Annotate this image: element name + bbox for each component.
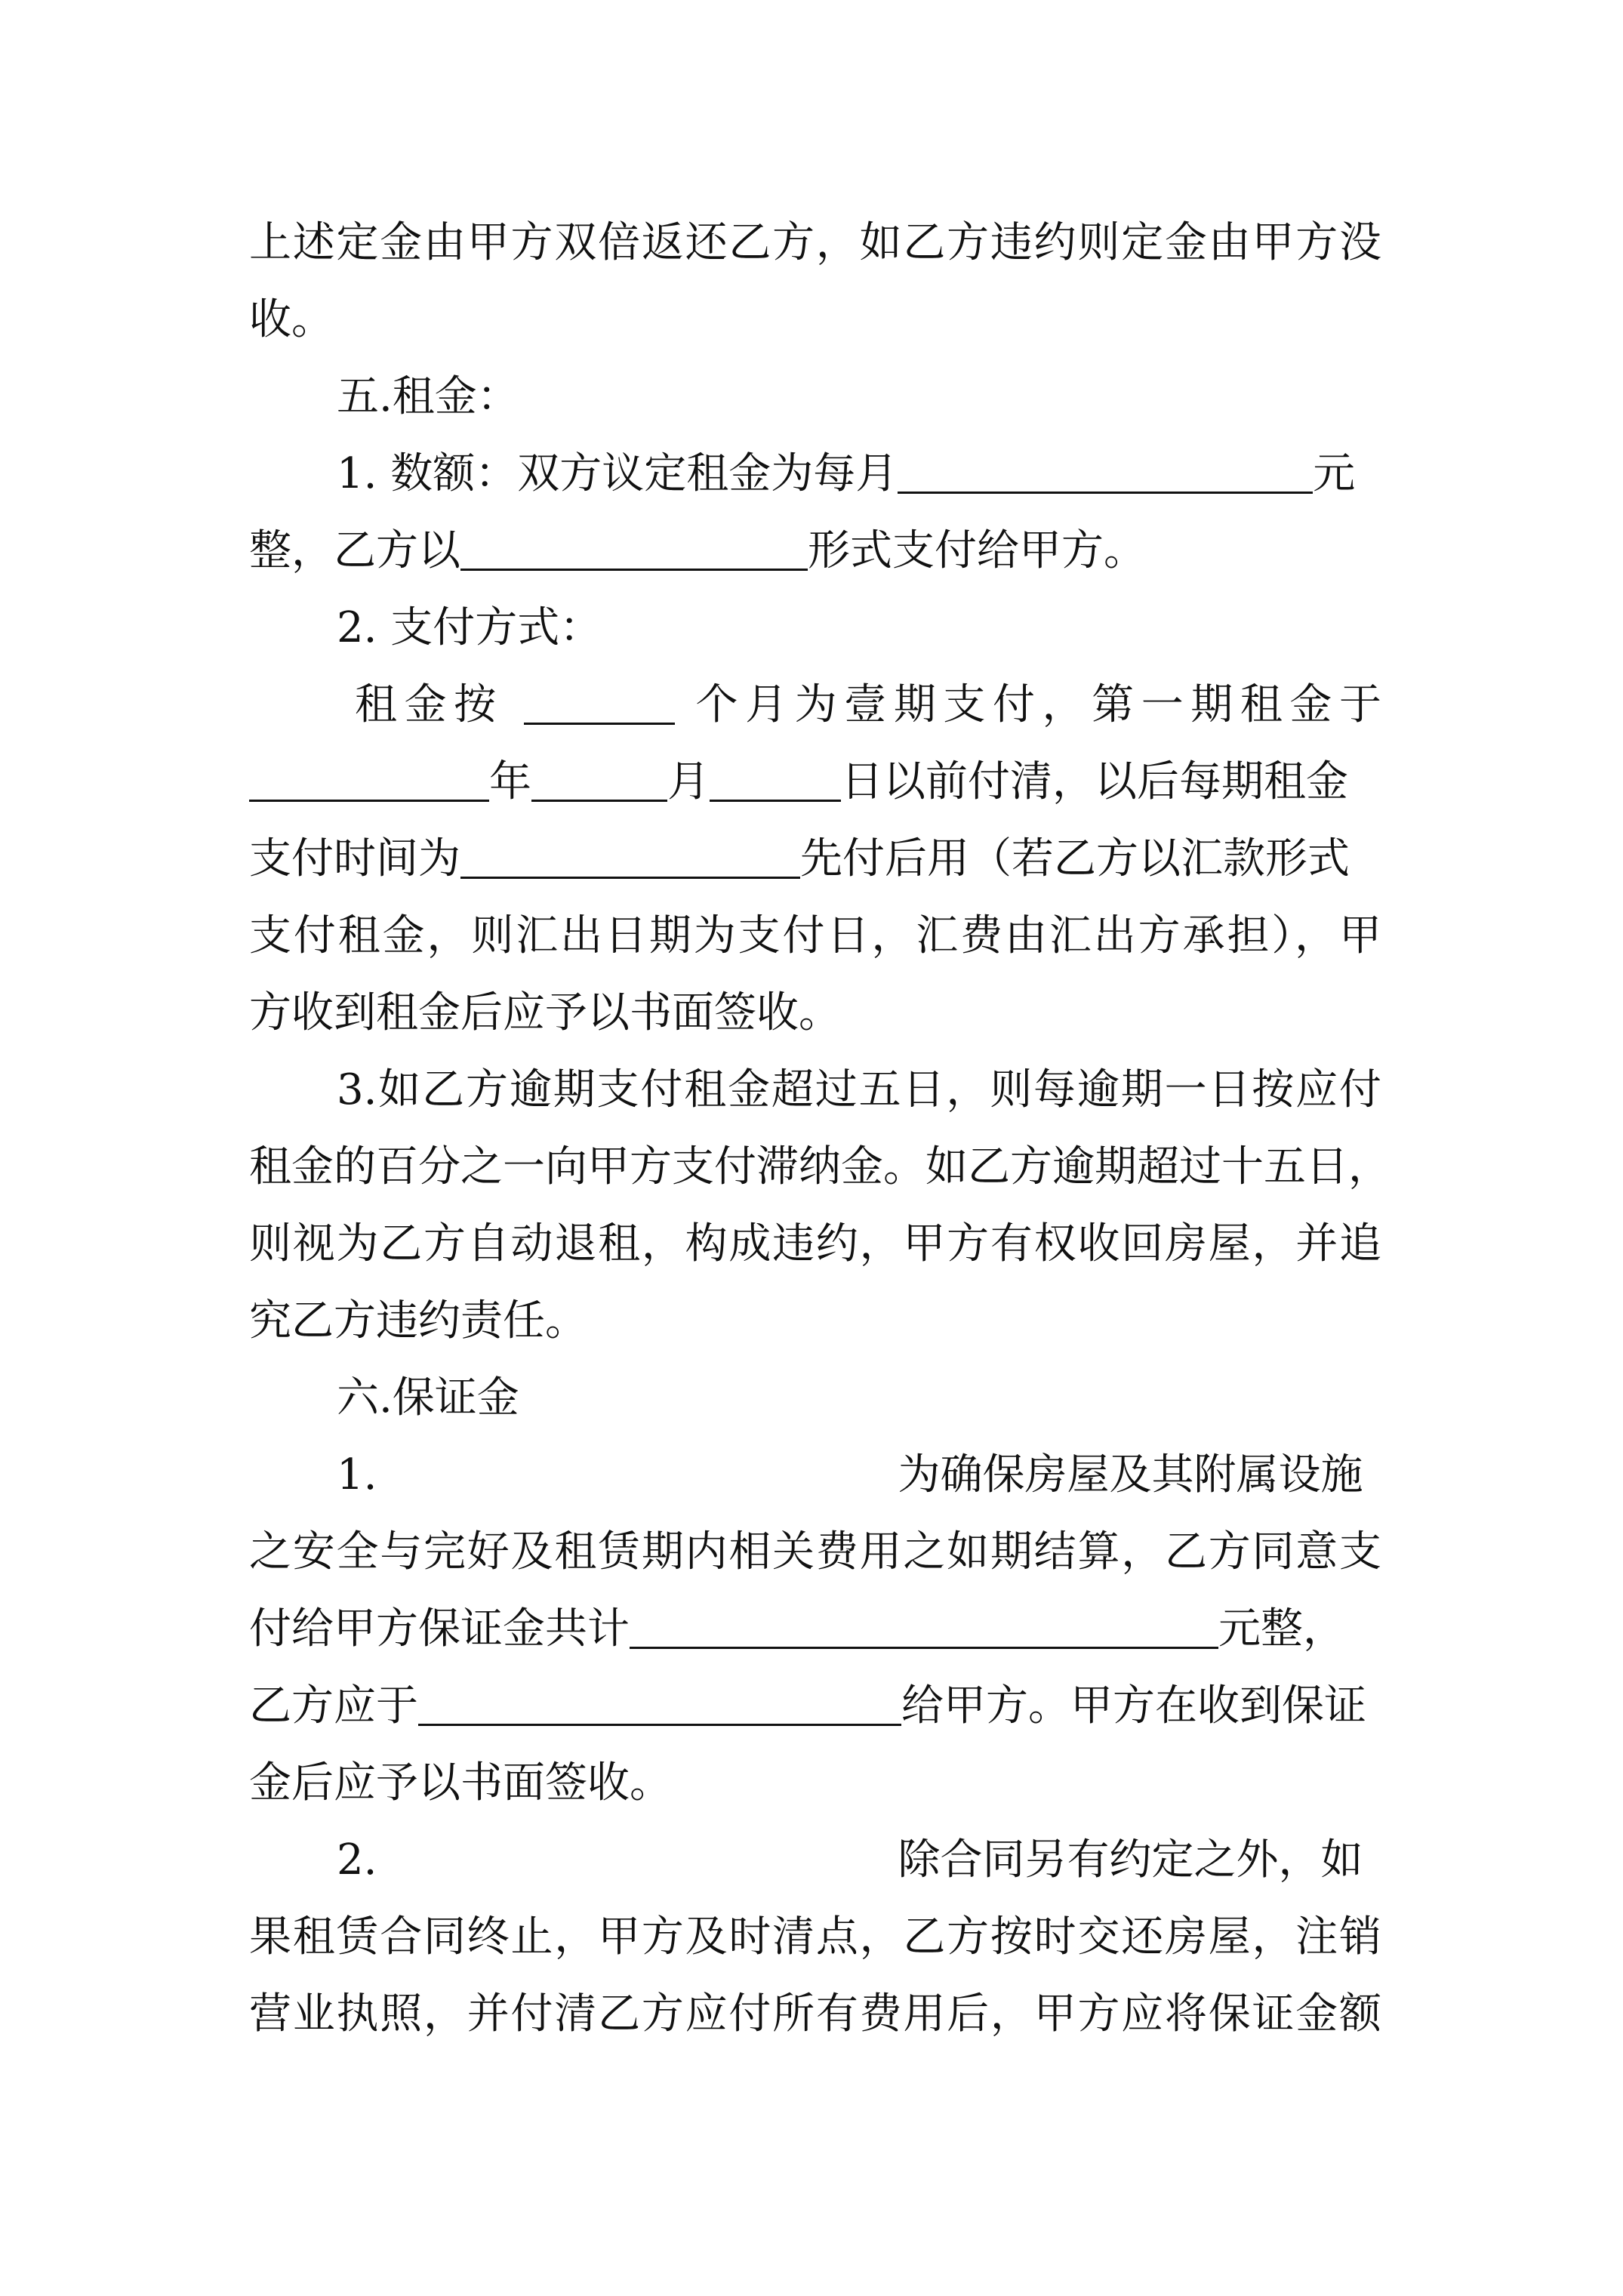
text-line [249, 513, 1381, 589]
text-segment: 3.如乙方逾期支付租金超过五日，则每逾期一日按应付 [337, 1065, 1381, 1114]
text-segment: 果租赁合同终止，甲方及时清点，乙方按时交还房屋，注销 [249, 1912, 1381, 1962]
text-segment: 究乙方违约责任。 [249, 1296, 587, 1345]
text-line [249, 1746, 1381, 1821]
text-segment: 月 [667, 757, 710, 806]
text-segment: 租金的百分之一向甲方支付滞纳金。如乙方逾期超过十五日， [249, 1142, 1390, 1191]
text-line [337, 436, 1381, 512]
text-line [337, 1052, 1381, 1128]
text-line [249, 898, 1381, 974]
text-segment: 收。 [249, 295, 334, 344]
text-line [249, 205, 1381, 281]
text-line [249, 821, 1381, 897]
text-line [249, 1130, 1390, 1205]
text-line [249, 744, 1381, 820]
text-segment: 营业执照，并付清乙方应付所有费用后，甲方应将保证金额 [249, 1989, 1381, 2039]
text-segment: 元整， [1218, 1604, 1345, 1653]
text-segment: 之安全与完好及租赁期内相关费用之如期结算，乙方同意支 [249, 1527, 1381, 1576]
text-segment: 则视为乙方自动退租，构成违约，甲方有权收回房屋，并追 [249, 1219, 1381, 1268]
fill-in-blank[interactable] [249, 757, 489, 802]
fill-in-blank[interactable] [418, 1681, 901, 1726]
text-line [249, 1592, 1381, 1667]
text-segment: 支付租金，则汇出日期为支付日，汇费由汇出方承担），甲 [249, 911, 1381, 960]
text-segment: 元 [1313, 449, 1356, 498]
text-segment: 形式支付给甲方。 [808, 526, 1146, 575]
text-segment: 六.保证金 [337, 1373, 519, 1422]
fill-in-blank[interactable] [630, 1604, 1218, 1649]
text-line [249, 1207, 1381, 1282]
fill-in-blank[interactable] [460, 834, 800, 879]
fill-in-blank[interactable] [710, 757, 841, 802]
text-segment: 个月为壹期支付，第一期租金于 [695, 680, 1382, 729]
text-line [337, 1438, 1381, 1513]
text-segment: 付给甲方保证金共计 [249, 1604, 630, 1653]
text-line [249, 1515, 1381, 1590]
text-line [249, 1977, 1381, 2052]
section-heading-rent [337, 359, 1381, 435]
text-segment: 给甲方。甲方在收到保证 [901, 1681, 1366, 1730]
text-line [249, 975, 1381, 1051]
text-segment: 租金按 [355, 680, 504, 729]
text-segment: 整，乙方以 [249, 526, 460, 575]
text-segment: 年 [489, 757, 531, 806]
text-line [249, 282, 1381, 358]
fill-in-blank[interactable] [898, 449, 1313, 494]
text-segment: 五.租金： [337, 372, 519, 421]
text-segment: 支付时间为 [249, 834, 460, 883]
text-line [249, 1669, 1381, 1744]
text-segment: 方收到租金后应予以书面签收。 [249, 988, 841, 1037]
text-segment: 1. 数额：双方议定租金为每月 [337, 449, 898, 498]
text-segment: 金后应予以书面签收。 [249, 1758, 672, 1808]
text-segment: 日以前付清，以后每期租金 [841, 757, 1348, 806]
text-segment: 1. [337, 1450, 377, 1499]
text-line [249, 1900, 1381, 1975]
text-segment: 先付后用（若乙方以汇款形式 [800, 834, 1350, 883]
text-segment: 乙方应于 [249, 1681, 418, 1730]
text-segment: 为确保房屋及其附属设施 [898, 1450, 1363, 1499]
text-segment: 除合同另有约定之外，如 [898, 1835, 1363, 1885]
text-segment: 2. [337, 1835, 377, 1885]
fill-in-blank[interactable] [524, 680, 675, 725]
section-heading-deposit [337, 1361, 1381, 1436]
text-line [355, 667, 1381, 743]
text-line [337, 1823, 1381, 1898]
text-line [249, 1284, 1381, 1359]
text-segment: 上述定金由甲方双倍返还乙方，如乙方违约则定金由甲方没 [249, 218, 1381, 267]
text-line [337, 590, 1381, 666]
fill-in-blank[interactable] [531, 757, 667, 802]
fill-in-blank[interactable] [460, 526, 808, 571]
text-segment: 2. 支付方式： [337, 603, 602, 652]
